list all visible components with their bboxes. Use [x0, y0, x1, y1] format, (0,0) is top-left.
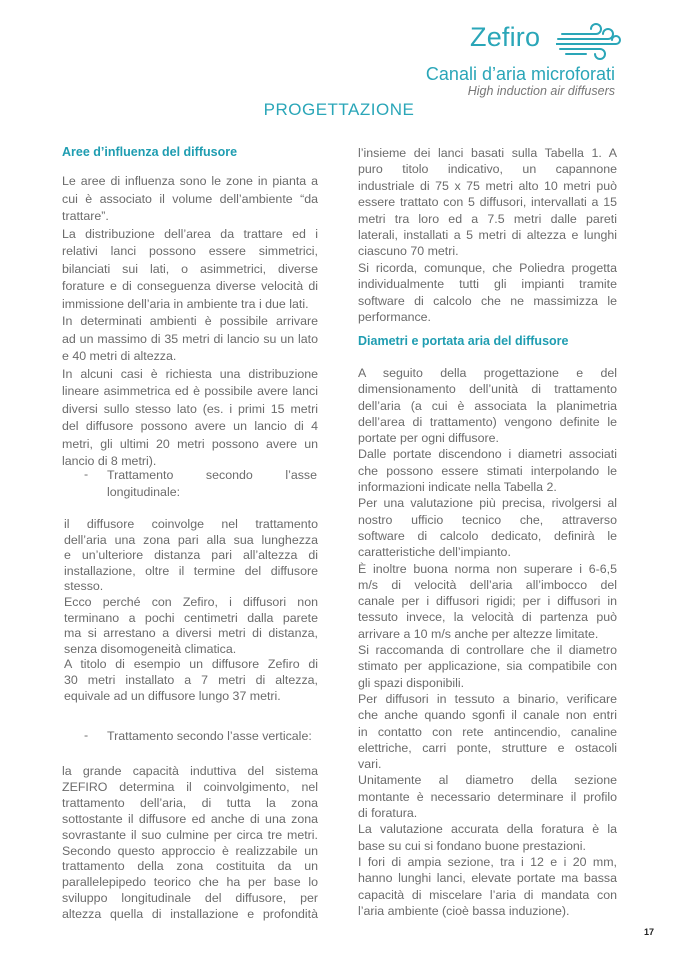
text-line: relativi lanci possono essere simmetrici, — [62, 244, 318, 258]
text-line: performance. — [358, 310, 432, 325]
text-line: trattamento della zona costituita da un — [62, 859, 318, 874]
text-line: Trattamento secondo l’asse — [107, 468, 317, 482]
bullet-longitudinal — [84, 467, 317, 501]
text-line: stimato per applicazione, sia compatibile con — [358, 659, 617, 674]
text-line: forature e di conseguenza diverse velocità di — [62, 279, 318, 293]
text-line: installazione, oltre il termine del diffusore — [64, 563, 318, 578]
text-block-vertical — [62, 764, 318, 923]
text-line: Dalle portate discendono i diametri associati — [358, 447, 617, 462]
text-line: La distribuzione dell’area da trattare ed i — [62, 226, 318, 241]
text-line: A titolo di esempio un diffusore Zefiro di — [64, 657, 318, 672]
text-line: caratteristiche dell’impianto. — [358, 545, 511, 560]
page-number: 17 — [644, 927, 655, 937]
text-line: la grande capacità induttiva del sistema — [62, 764, 318, 778]
text-line: m/s di velocità dell’aria all’imbocco del — [358, 577, 617, 592]
text-line: il diffusore coinvolge nel trattamento — [64, 517, 318, 531]
text-block-example — [358, 145, 617, 325]
text-line: metri, gli ultimi 20 metri possono avere un — [62, 436, 318, 451]
brand-name: Zefiro — [470, 22, 541, 52]
text-line: ZEFIRO determina il coinvolgimento, nel — [62, 779, 318, 794]
text-line: Per una valutazione più precisa, rivolgersi al — [358, 496, 617, 511]
text-line: informazioni indicate nella Tabella 2. — [358, 480, 557, 495]
text-line: La valutazione accurata della foratura è la — [358, 822, 617, 837]
text-line: ciascuno 70 metri. — [358, 244, 459, 259]
text-line: l’aria ambiente (cioè bassa induzione). — [358, 903, 570, 918]
text-line: puro titolo indicativo, un capannone — [358, 162, 617, 177]
text-line: che anche quando sgonfi il canale non entri — [358, 708, 617, 723]
text-line: lancio di 8 metri). — [62, 454, 157, 468]
text-line: che possono essere stimati interpolando le — [358, 463, 617, 478]
wind-swoosh-icon — [556, 20, 622, 64]
text-line: ma si arrestano a diversi metri di distanza, — [64, 626, 318, 641]
text-line: parallelepipedo teorico che ha per base lo — [62, 875, 318, 890]
text-line: cui è associato il volume dell’ambiente “da — [62, 191, 318, 206]
text-line: In alcuni casi è richiesta una distribuzione — [62, 366, 318, 381]
text-line: stesso. — [64, 579, 104, 594]
text-line: Si raccomanda di controllare che il diametro — [358, 643, 617, 658]
text-line: dell’aria una zona pari alla sua lunghezza — [64, 532, 318, 547]
text-line: essere trattato con 5 diffusori, intervallati a 15 — [358, 195, 617, 210]
text-line: laterali, installati a 5 metri di altezza e lunghi — [358, 228, 617, 243]
text-line: trattamento dell’aria, di tutta la zona — [62, 795, 318, 810]
text-line: terminano a pochi centimetri dalla parete — [64, 610, 318, 625]
text-line: tessuto invece, la velocità di partenza può — [358, 610, 617, 625]
bullet-dash: - — [84, 728, 89, 742]
text-line: Le aree di influenza sono le zone in pianta a — [62, 174, 318, 188]
text-line: capacità di miscelare l’aria di mandata con — [358, 887, 617, 902]
text-block-influence-areas — [62, 173, 318, 471]
text-line: sviluppo longitudinale del diffusore, per — [62, 891, 318, 906]
text-line: base su cui si fondano buone prestazioni. — [358, 838, 587, 853]
text-line: trattare”. — [62, 209, 109, 223]
text-line: metri tra loro ed a 7.5 metri dalle pareti — [358, 211, 617, 226]
text-line: senza disomogeneità climatica. — [64, 641, 237, 656]
text-line: Unitamente al diametro della sezione — [358, 773, 617, 788]
section-heading-influence-areas: Aree d’influenza del diffusore — [62, 145, 238, 159]
text-line: industriale di 75 x 75 metri alto 10 metri può — [358, 178, 617, 193]
text-line: l’insieme dei lanci basati sulla Tabella 1. A — [358, 146, 617, 160]
bullet-text — [107, 728, 317, 745]
text-line: ad un massimo di 35 metri di lancio su un lato — [62, 331, 318, 346]
bullet-vertical — [84, 728, 317, 745]
text-line: hanno lunghi lanci, elevate portate ma bassa — [358, 871, 617, 886]
text-line: dell’aria (a cui è associata la planimetria — [358, 398, 617, 413]
text-line: Secondo questo approccio è realizzabile un — [62, 843, 318, 858]
page-title: PROGETTAZIONE — [263, 100, 415, 119]
text-line: canale per i diffusori rigidi; per i diffusori in — [358, 594, 617, 609]
text-line: lineare asimmetrica ed è possibile avere lanci — [62, 384, 318, 398]
text-line: del diffusore possono avere un lancio di 4 — [62, 419, 318, 433]
text-line: È inoltre buona norma non superare i 6-6,5 — [358, 561, 617, 576]
text-line: portate per ogni diffusore. — [358, 431, 499, 446]
text-line: arrivare a 10 m/s anche per altezze limitate. — [358, 626, 599, 641]
text-line: dimensionamento dell’unità di trattamento — [358, 382, 617, 397]
text-line: montante è necessario determinare il profilo — [358, 789, 617, 804]
brand-tagline: Canali d’aria microforati — [425, 64, 615, 84]
text-line: elettriche, carri ponte, strutture e ostacoli — [358, 740, 617, 755]
text-line: nostro ufficio tecnico che, attraverso — [358, 512, 617, 527]
text-line: sottostante il diffusore ed anche di una zona — [62, 811, 318, 826]
text-line: gli spazi disponibili. — [358, 675, 465, 690]
bullet-dash: - — [84, 467, 89, 481]
text-line: software di calcolo dedicato, definirà le — [358, 528, 617, 543]
text-line: bilanciati sui lati, o asimmetrici, diverse — [62, 261, 318, 276]
text-line: Si ricorda, comunque, che Poliedra progetta — [358, 260, 617, 275]
text-line: A seguito della progettazione e del — [358, 366, 617, 380]
text-line: software di calcolo che ne massimizza le — [358, 293, 617, 308]
text-block-diameters — [358, 365, 617, 919]
text-line: equivale ad un diffusore lungo 37 metri. — [64, 688, 281, 703]
text-line: e un’ulteriore distanza pari all’altezza di — [64, 548, 318, 563]
text-line: sovrastante il suo culmine per circa tre metri. — [62, 827, 318, 842]
text-line: individualmente tutti gli impianti tramite — [358, 277, 617, 292]
text-line: di foratura. — [358, 806, 418, 821]
text-line: diversi sullo stesso lato (es. i primi 15 metri — [62, 401, 318, 416]
brand-subtitle: High induction air diffusers — [467, 84, 615, 98]
text-line: In determinati ambienti è possibile arrivare — [62, 314, 318, 328]
text-line: in contatto con rete antincendio, canaline — [358, 724, 617, 739]
text-line: vari. — [358, 757, 382, 772]
text-line: Ecco perché con Zefiro, i diffusori non — [64, 594, 318, 609]
text-line: altezza quella di installazione e profondità — [62, 907, 318, 922]
text-line: I fori di ampia sezione, tra i 12 e i 20 mm, — [358, 854, 617, 869]
text-line: Per diffusori in tessuto a binario, verificare — [358, 691, 617, 706]
text-line: 30 metri installato a 7 metri di altezza, — [64, 672, 318, 687]
text-block-longitudinal — [64, 517, 318, 704]
text-line: Trattamento secondo l’asse verticale: — [107, 729, 312, 743]
text-line: longitudinale: — [107, 485, 181, 499]
text-line: e 40 metri di altezza. — [62, 349, 177, 363]
text-line: dell’area di trattamento) vengono definite le — [358, 414, 617, 429]
bullet-text — [107, 467, 317, 501]
section-heading-diameters: Diametri e portata aria del diffusore — [358, 334, 569, 348]
text-line: immissione dell’aria in ambiente tra i due lati. — [62, 296, 309, 311]
